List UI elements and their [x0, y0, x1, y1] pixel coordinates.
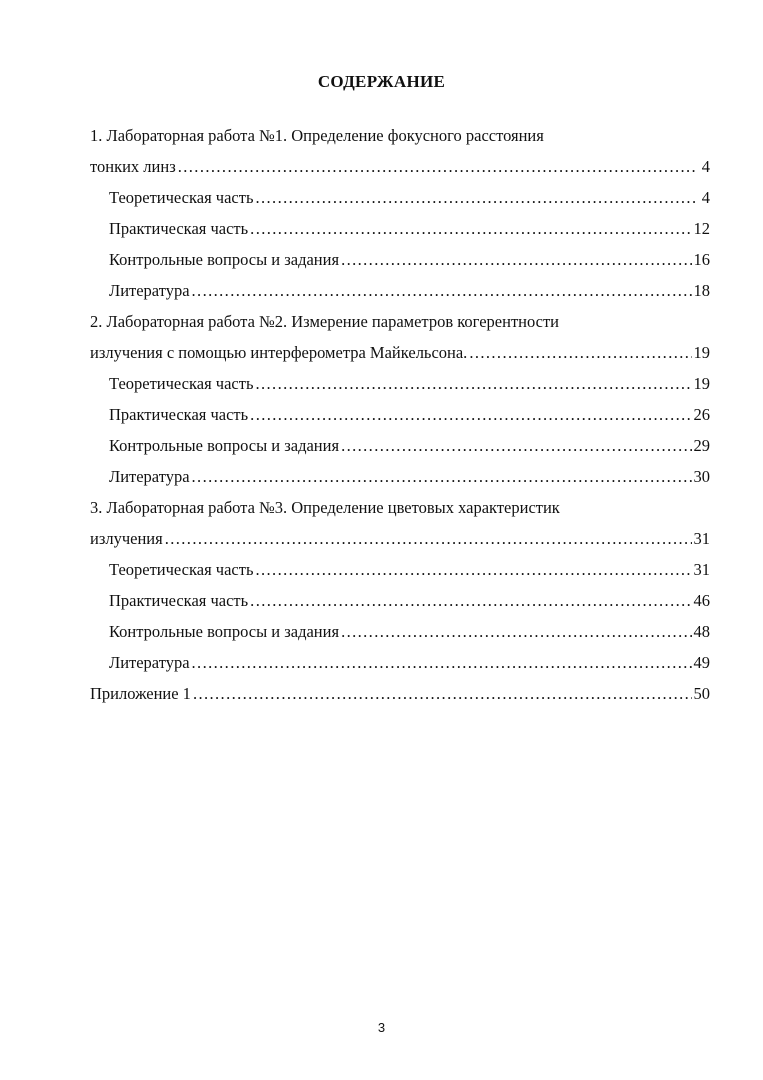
table-of-contents	[90, 120, 710, 709]
toc-heading-text: излучения с помощью интерферометра Майкельсона.	[90, 337, 467, 368]
toc-subsection-label: Контрольные вопросы и задания	[109, 244, 339, 275]
dot-leader	[255, 554, 691, 585]
toc-appendix-item[interactable]	[90, 678, 710, 709]
dot-leader	[341, 244, 691, 275]
toc-page-number: 30	[693, 467, 710, 486]
toc-subsection-label: Контрольные вопросы и задания	[109, 430, 339, 461]
toc-subsection-label: Практическая часть	[109, 399, 248, 430]
toc-heading-text: 1. Лабораторная работа №1. Определение фокусного расстояния	[90, 126, 544, 145]
toc-page-number: 31	[693, 560, 710, 579]
toc-heading-text: излучения	[90, 523, 163, 554]
toc-subsection-item[interactable]	[90, 461, 710, 492]
dot-leader	[255, 368, 691, 399]
toc-page-number: 18	[693, 281, 710, 300]
toc-subsection-label: Теоретическая часть	[109, 554, 253, 585]
toc-page-number: 19	[693, 374, 710, 393]
toc-subsection-item[interactable]	[90, 430, 710, 461]
toc-subsection-item[interactable]	[90, 244, 710, 275]
toc-appendix-label: Приложение 1	[90, 678, 191, 709]
toc-page-number: 46	[693, 591, 710, 610]
toc-page-number: 4	[701, 188, 710, 207]
dot-leader	[192, 275, 692, 306]
dot-leader	[192, 647, 692, 678]
toc-page-number: 4	[701, 157, 710, 176]
toc-heading-text: 3. Лабораторная работа №3. Определение цветовых характеристик	[90, 498, 560, 517]
toc-page-number: 19	[693, 343, 710, 362]
toc-subsection-label: Литература	[109, 461, 190, 492]
dot-leader	[193, 678, 692, 709]
toc-subsection-item[interactable]	[90, 368, 710, 399]
toc-section-1-heading[interactable]	[90, 120, 710, 151]
toc-heading-text: 2. Лабораторная работа №2. Измерение параметров когерентности	[90, 312, 560, 331]
toc-subsection-label: Литература	[109, 647, 190, 678]
toc-subsection-item[interactable]	[90, 399, 710, 430]
toc-section-2-heading[interactable]	[90, 306, 710, 337]
toc-subsection-label: Теоретическая часть	[109, 368, 253, 399]
toc-subsection-item[interactable]	[90, 275, 710, 306]
dot-leader	[250, 399, 691, 430]
dot-leader	[178, 151, 698, 182]
dot-leader	[341, 430, 691, 461]
toc-page-number: 49	[693, 653, 710, 672]
toc-subsection-item[interactable]	[90, 616, 710, 647]
toc-subsection-item[interactable]	[90, 182, 710, 213]
toc-page-number: 12	[693, 219, 710, 238]
dot-leader	[255, 182, 698, 213]
dot-leader	[341, 616, 691, 647]
toc-page-number: 26	[693, 405, 710, 424]
toc-subsection-label: Практическая часть	[109, 213, 248, 244]
dot-leader	[192, 461, 692, 492]
toc-subsection-item[interactable]	[90, 554, 710, 585]
toc-page-number: 16	[693, 250, 710, 269]
toc-section-2-heading-cont[interactable]	[90, 337, 710, 368]
page-footer-number: 3	[377, 1020, 386, 1035]
dot-leader	[165, 523, 692, 554]
toc-page-number: 50	[693, 684, 710, 703]
dot-leader	[250, 585, 691, 616]
toc-subsection-label: Литература	[109, 275, 190, 306]
toc-page-number: 48	[693, 622, 710, 641]
toc-page-number: 31	[693, 529, 710, 548]
toc-subsection-label: Практическая часть	[109, 585, 248, 616]
toc-subsection-item[interactable]	[90, 585, 710, 616]
toc-section-1-heading-cont[interactable]	[90, 151, 710, 182]
toc-subsection-item[interactable]	[90, 647, 710, 678]
toc-section-3-heading[interactable]	[90, 492, 710, 523]
dot-leader	[469, 337, 691, 368]
toc-page-number: 29	[693, 436, 710, 455]
toc-subsection-label: Теоретическая часть	[109, 182, 253, 213]
toc-section-3-heading-cont[interactable]	[90, 523, 710, 554]
page-title: СОДЕРЖАНИЕ	[317, 72, 446, 91]
toc-subsection-label: Контрольные вопросы и задания	[109, 616, 339, 647]
toc-heading-text: тонких линз	[90, 151, 176, 182]
dot-leader	[250, 213, 691, 244]
toc-subsection-item[interactable]	[90, 213, 710, 244]
